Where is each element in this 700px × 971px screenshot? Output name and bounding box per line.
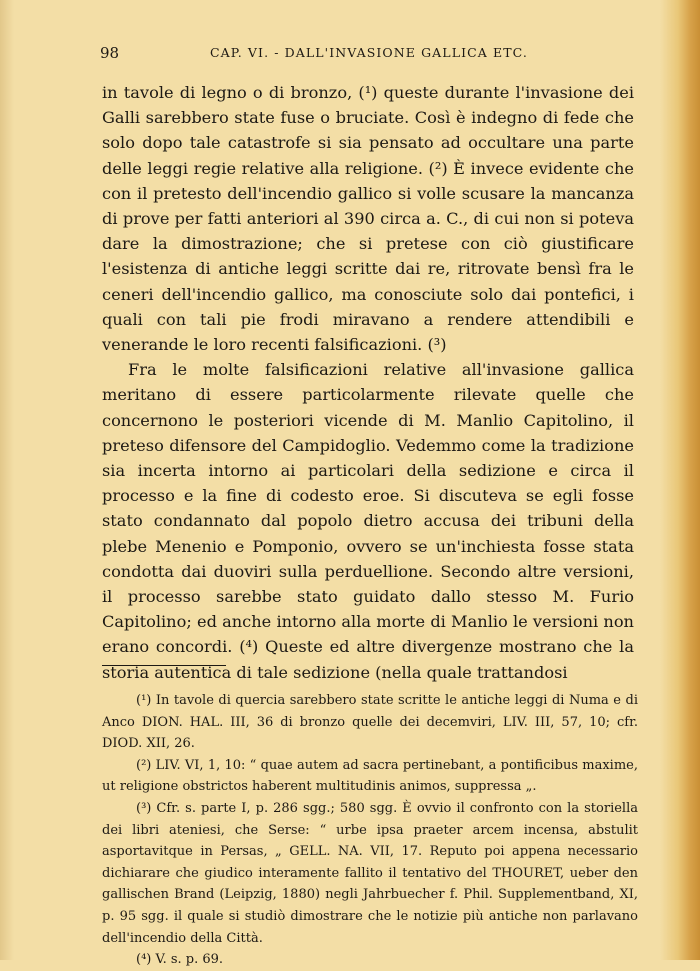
page-header [100, 44, 640, 66]
running-title: CAP. VI. - DALL'INVASIONE GALLICA ETC. [210, 45, 528, 60]
footnotes [102, 690, 638, 971]
main-text [102, 80, 634, 685]
footnote: (¹) In tavole di quercia sarebbero state scritte le antiche leggi di Numa e di Anco DION. HAL. III, 36 di bronzo quelle dei decemviri, LIV. III, 57, 10; cfr. DIOD. XII, 26. [102, 693, 638, 752]
footnote-separator [102, 665, 226, 666]
page-edge-shadow [660, 0, 700, 960]
page-number: 98 [100, 44, 120, 62]
footnote: (⁴) V. s. p. 69. [136, 952, 224, 968]
paragraph: Fra le molte falsificazioni relative all'invasione gallica meritano di essere particolarmente rilevate quelle che concernono le posteriori vicende di M. Manlio Capitolino, il preteso difensore del Campidoglio. Vedemmo come la tradizione sia incerta intorno ai particolari della sedizione e circa il processo e la fine di codesto eroe. Si discuteva se egli fosse stato condannato dal popolo dietro accusa dei tribuni della plebe Menenio e Pomponio, ovvero se un'inchiesta fosse stata condotta dai duoviri sulla perduellione. Secondo altre versioni, il processo sarebbe stato guidato dallo stesso M. Furio Capitolino; ed anche intorno alla morte di Manlio le versioni non erano concordi. (⁴) Queste ed altre divergenze mostrano che la storia autentica di tale sedizione (nella quale trattandosi [102, 360, 634, 682]
footnote: (²) LIV. VI, 1, 10: “ quae autem ad sacra pertinebant, a pontificibus maxime, ut religione obstrictos haberent multitudinis animos, suppressa „. [102, 757, 638, 795]
page-spine-shadow [0, 0, 14, 960]
footnote: (³) Cfr. s. parte I, p. 286 sgg.; 580 sgg. È ovvio il confronto con la storiella dei libri ateniesi, che Serse: “ urbe ipsa praeter arcem incensa, abstulit asportavitque in Persas, „ GELL. NA. VII, 17. Reputo poi appena necessario dichiarare che giudico interamente fallito il tentativo del THOURET, ueber den gallischen Brand (Leipzig, 1880) negli Jahrbuecher f. Phil. Supplementband, XI, p. 95 sgg. il quale si studiò dimostrare che le notizie più antiche non parlavano dell'incendio della Città. [102, 800, 638, 946]
paragraph: in tavole di legno o di bronzo, (¹) queste durante l'invasione dei Galli sarebbero state fuse o bruciate. Così è indegno di fede che solo dopo tale catastrofe si sia pensato ad occultare una parte delle leggi regie relative alla religione. (²) È invece evidente che con il pretesto dell'incendio gallico si volle scusare la mancanza di prove per fatti anteriori al 390 circa a. C., di cui non si poteva dare la dimostrazione; che si pretese con ciò giustificare l'esistenza di antiche leggi scritte dai re, ritrovate bensì fra le ceneri dell'incendio gallico, ma conosciute solo dai pontefici, i quali con tali pie frodi miravano a rendere attendibili e venerande le loro recenti falsificazioni. (³) [102, 83, 634, 355]
